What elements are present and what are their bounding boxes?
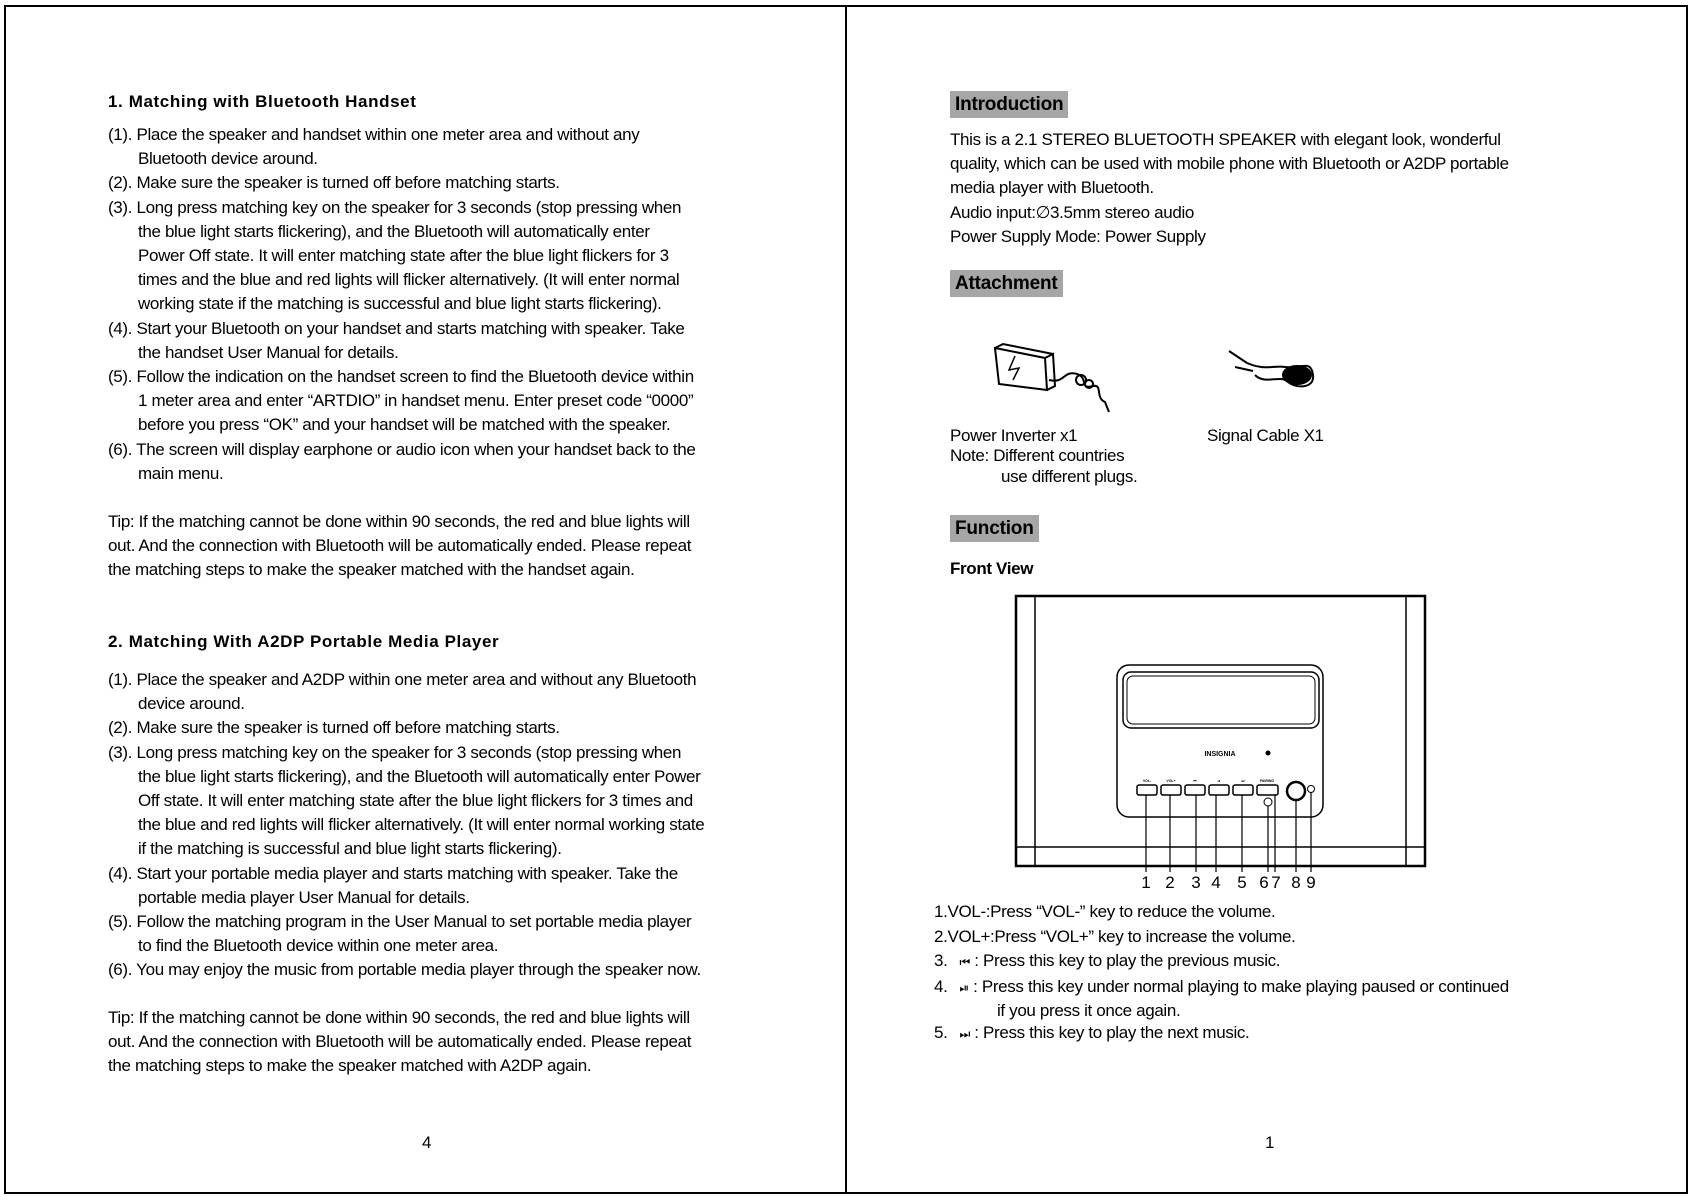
description-text: : Press this key under normal playing to make playing paused or continued	[968, 976, 1509, 996]
list-line: (1). Place the speaker and handset within one meter area and without any	[108, 125, 640, 144]
speaker-brand: INSIGNIA	[1204, 751, 1236, 758]
list-line: working state if the matching is successful and blue light starts flickering).	[138, 294, 662, 314]
list-line: (6). The screen will display earphone or audio icon when your handset back to the	[108, 439, 696, 459]
tip-line: Tip: If the matching cannot be done within 90 seconds, the red and blue lights will	[108, 1008, 690, 1027]
section1-heading: 1. Matching with Bluetooth Handset	[108, 92, 417, 111]
intro-line: media player with Bluetooth.	[950, 178, 1154, 198]
list-line: (6). You may enjoy the music from portable media player through the speaker now.	[108, 960, 701, 980]
function-description	[934, 949, 1509, 975]
list-line: (4). Start your portable media player and starts matching with speaker. Take the	[108, 863, 678, 883]
list-line: (1). Place the speaker and A2DP within one meter area and without any Bluetooth	[108, 670, 697, 689]
list-line: the blue light starts flickering), and the Bluetooth will automatically enter Power	[138, 766, 701, 786]
description-number: 3.	[934, 951, 948, 970]
list-line: device around.	[138, 694, 245, 714]
callout-number: 8	[1291, 873, 1301, 892]
callout-number: 9	[1306, 873, 1316, 892]
button-label: ⏯	[1217, 779, 1221, 783]
list-line: before you press “OK” and your handset will be matched with the speaker.	[138, 415, 671, 435]
callout-number: 4	[1211, 873, 1221, 892]
speaker-front-view-diagram	[1000, 580, 1440, 900]
front-view-subheading: Front View	[950, 559, 1034, 578]
list-line: main menu.	[138, 463, 224, 483]
list-line: (3). Long press matching key on the speaker for 3 seconds (stop pressing when	[108, 197, 682, 217]
list-line: Power Off state. It will enter matching state after the blue light flickers for 3	[138, 246, 669, 266]
description-number: 5.	[934, 1022, 948, 1042]
power-inverter-image	[985, 340, 1115, 420]
description-number: 4.	[934, 976, 948, 996]
note-line: Note: Different countries	[950, 446, 1125, 465]
description-number: 2.VOL+:Press “VOL+” key to increase the volume.	[934, 926, 1296, 946]
callout-number: 6	[1259, 873, 1269, 892]
list-line: (2). Make sure the speaker is turned off before matching starts.	[108, 718, 560, 738]
callout-number: 5	[1237, 873, 1247, 892]
intro-line: Power Supply Mode: Power Supply	[950, 226, 1206, 246]
note-line: use different plugs.	[1001, 467, 1138, 486]
page-divider	[845, 5, 847, 1194]
section1-tip	[108, 510, 691, 583]
list-line: the blue light starts flickering), and the Bluetooth will automatically enter	[138, 221, 650, 241]
button-label: ⏭	[1241, 779, 1245, 783]
callout-number: 2	[1165, 873, 1175, 892]
intro-line: Audio input:∅3.5mm stereo audio	[950, 202, 1194, 222]
signal-cable-caption: Signal Cable X1	[1207, 426, 1324, 445]
list-line: Bluetooth device around.	[138, 149, 318, 169]
attachment-note	[950, 445, 1137, 487]
introduction-text	[950, 128, 1509, 249]
page-number-left: 4	[422, 1133, 432, 1152]
attachment-heading: Attachment	[950, 270, 1063, 297]
page-number-right: 1	[1265, 1133, 1275, 1152]
description-text: : Press this key to play the next music.	[969, 1022, 1250, 1042]
tip-line: the matching steps to make the speaker matched with the handset again.	[108, 560, 635, 580]
list-line: if the matching is successful and blue light starts flickering).	[138, 839, 562, 859]
list-line: times and the blue and red lights will flicker alternatively. (It will enter normal	[138, 270, 680, 290]
function-descriptions	[934, 900, 1509, 1046]
section2-tip	[108, 1006, 691, 1079]
list-line: Off state. It will enter matching state after the blue light flickers for 3 times and	[138, 791, 693, 811]
next-icon: ⏭	[959, 1026, 970, 1041]
list-line: 1 meter area and enter “ARTDIO” in handset menu. Enter preset code “0000”	[138, 391, 694, 411]
function-description	[934, 900, 1509, 925]
description-text: : Press this key to play the previous music.	[969, 951, 1281, 970]
list-line: (3). Long press matching key on the speaker for 3 seconds (stop pressing when	[108, 742, 682, 762]
list-line: (2). Make sure the speaker is turned off before matching starts.	[108, 173, 560, 193]
button-label: PAIRING	[1259, 779, 1275, 783]
section1-list	[108, 123, 695, 486]
tip-line: out. And the connection with Bluetooth will be automatically ended. Please repeat	[108, 536, 692, 556]
section2-list	[108, 668, 704, 983]
list-line: to find the Bluetooth device within one meter area.	[138, 936, 499, 956]
list-line: (5). Follow the indication on the handset screen to find the Bluetooth device within	[108, 367, 694, 387]
tip-line: the matching steps to make the speaker matched with A2DP again.	[108, 1056, 592, 1076]
description-number: 1.VOL-:Press “VOL-” key to reduce the volume.	[934, 902, 1276, 921]
function-heading: Function	[950, 515, 1039, 542]
callout-number: 7	[1271, 873, 1281, 892]
list-line: (4). Start your Bluetooth on your handset and starts matching with speaker. Take	[108, 318, 685, 338]
tip-line: Tip: If the matching cannot be done within 90 seconds, the red and blue lights will	[108, 512, 690, 531]
function-description	[934, 925, 1509, 950]
button-label: VOL-	[1142, 779, 1152, 783]
signal-cable-image	[1225, 345, 1320, 405]
function-description	[934, 1021, 1509, 1047]
intro-line: quality, which can be used with mobile phone with Bluetooth or A2DP portable	[950, 154, 1509, 174]
list-line: portable media player User Manual for details.	[138, 887, 470, 907]
function-description	[934, 975, 1509, 1000]
list-line: the blue and red lights will flicker alternatively. (It will enter normal working state	[138, 815, 705, 835]
section2-heading: 2. Matching With A2DP Portable Media Player	[108, 632, 500, 651]
bluetooth-icon	[1266, 751, 1271, 756]
callout-number: 3	[1191, 873, 1201, 892]
play-pause-icon: ⏯	[959, 980, 969, 995]
intro-line: This is a 2.1 STEREO BLUETOOTH SPEAKER with elegant look, wonderful	[950, 130, 1501, 149]
introduction-heading: Introduction	[950, 91, 1068, 118]
power-inverter-caption: Power Inverter x1	[950, 426, 1078, 445]
function-description-continuation: if you press it once again.	[997, 1000, 1181, 1020]
button-label: ⏮	[1193, 779, 1197, 783]
previous-icon: ⏮	[959, 955, 970, 969]
tip-line: out. And the connection with Bluetooth will be automatically ended. Please repeat	[108, 1032, 692, 1052]
list-line: (5). Follow the matching program in the User Manual to set portable media player	[108, 912, 692, 932]
callout-number: 1	[1141, 873, 1151, 892]
list-line: the handset User Manual for details.	[138, 342, 399, 362]
button-label: VOL+	[1166, 779, 1176, 783]
